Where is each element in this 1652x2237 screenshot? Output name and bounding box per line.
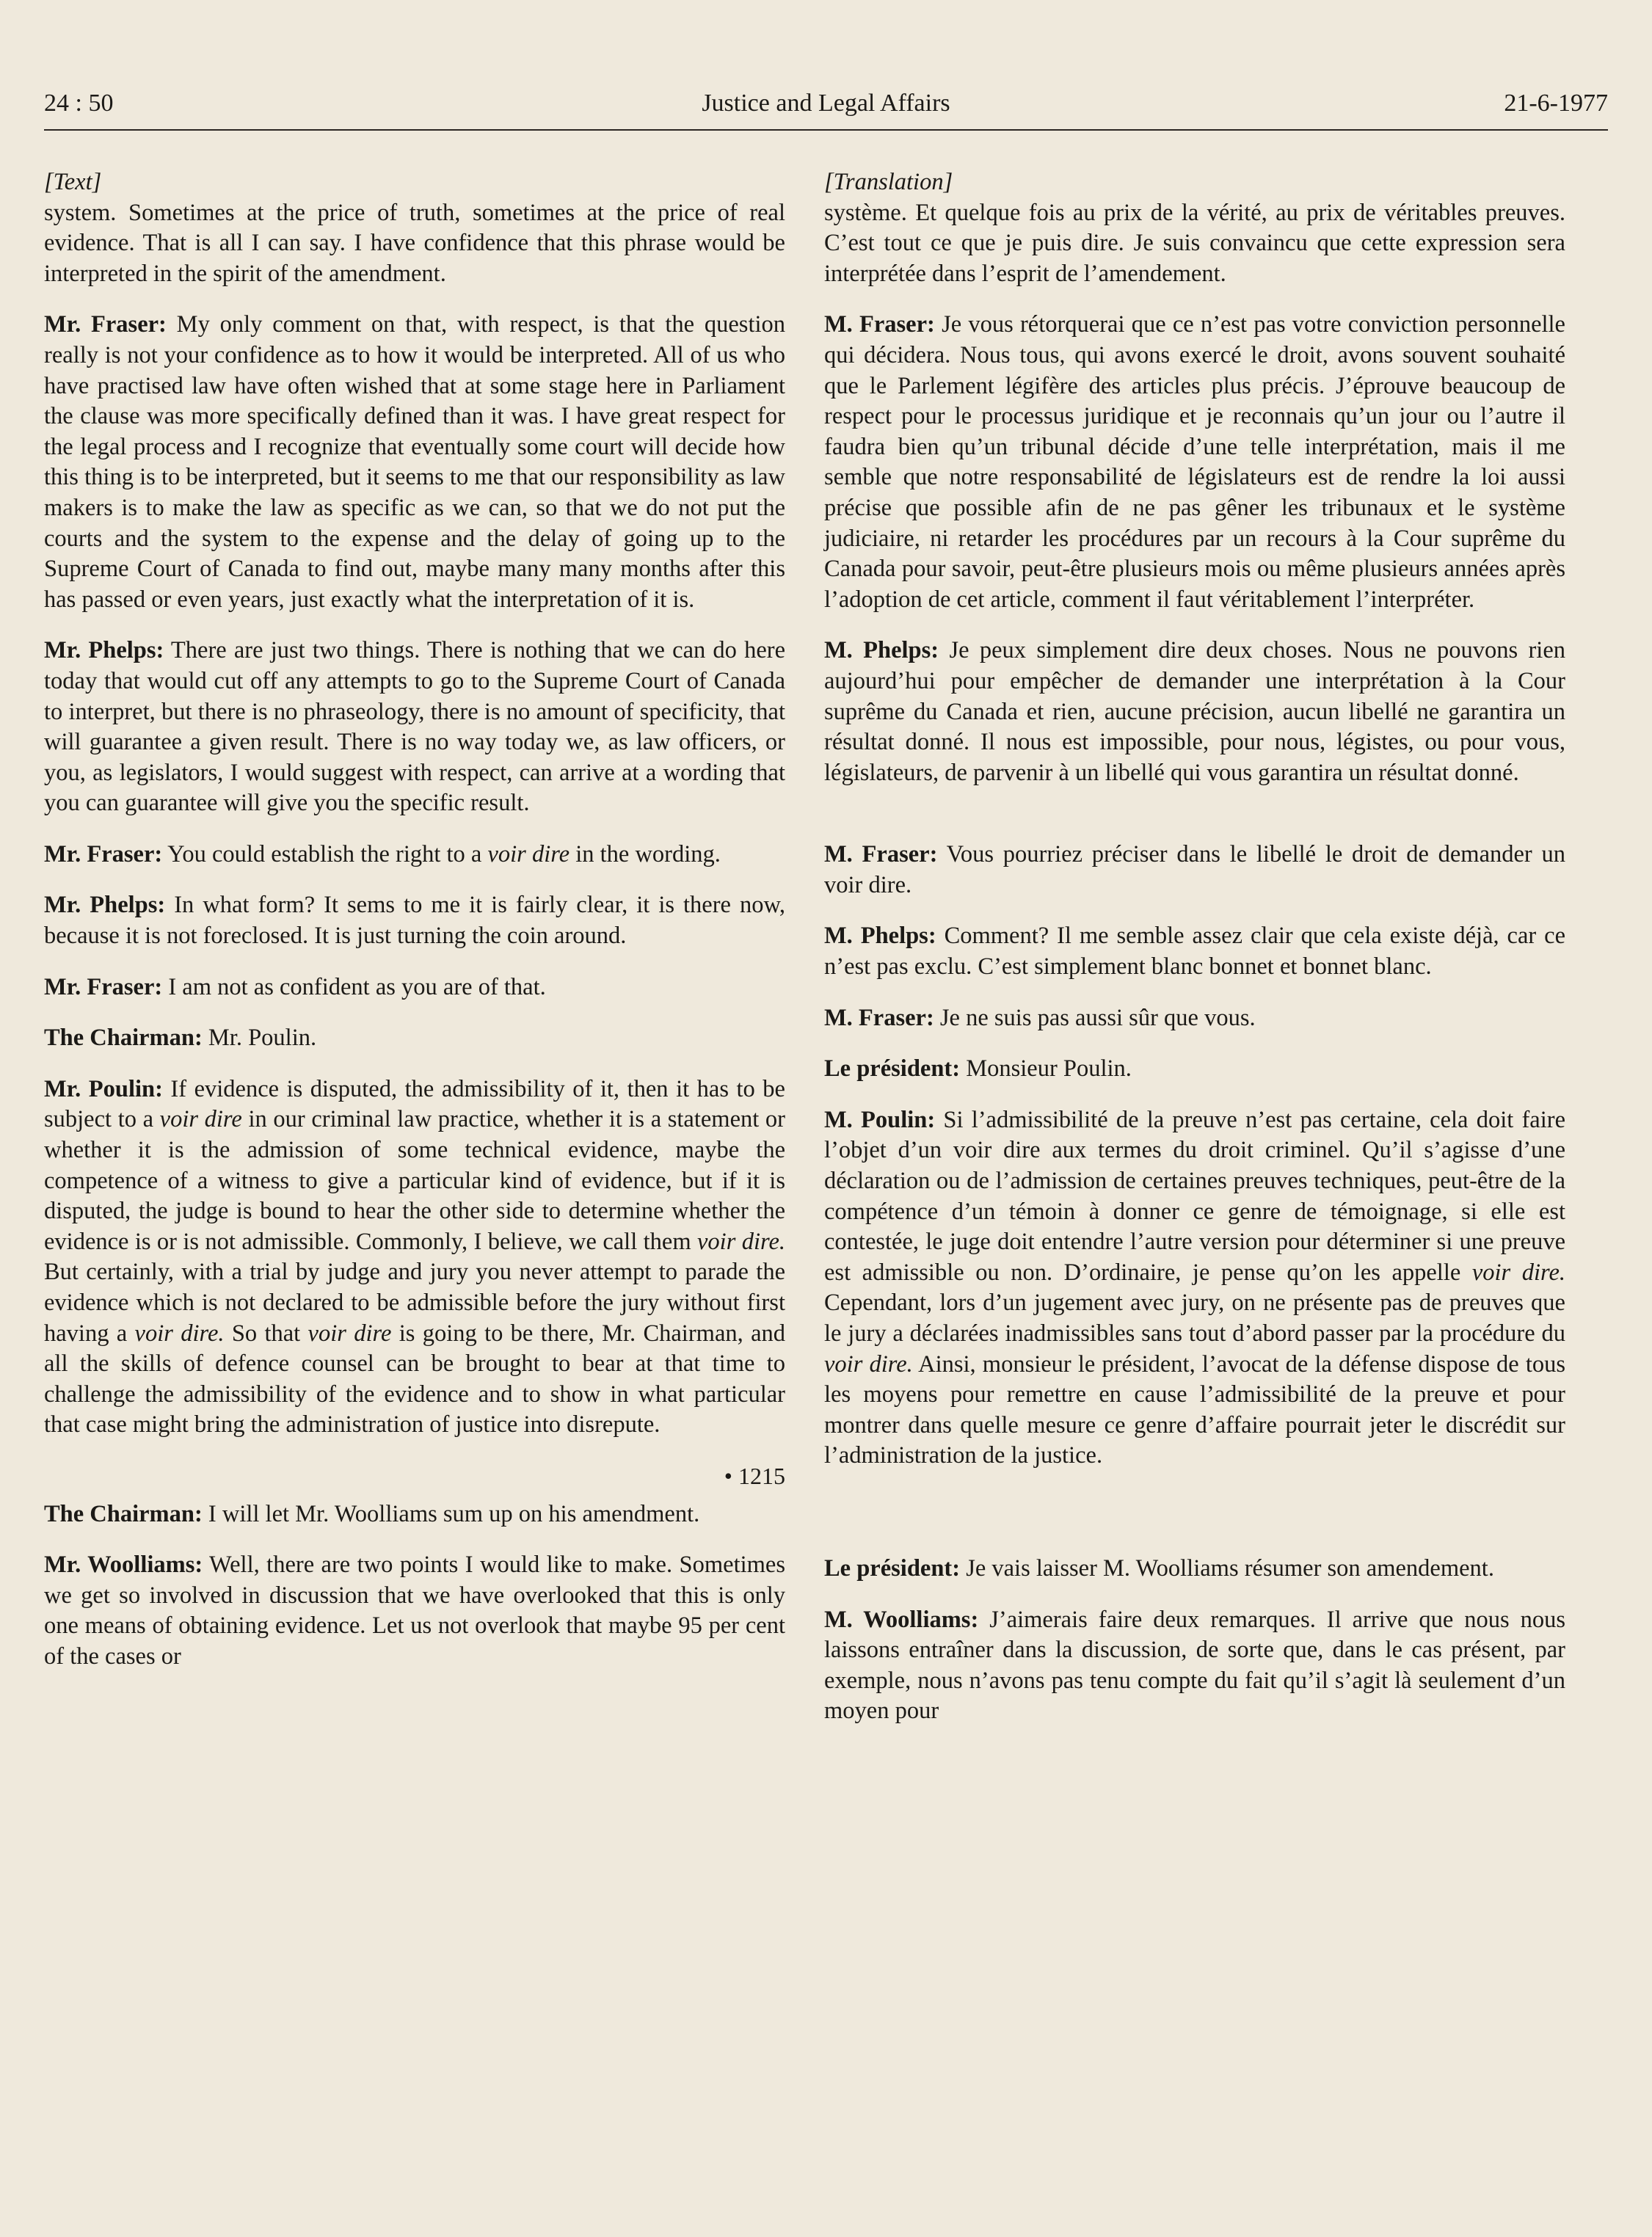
- speech: Mr. Phelps: There are just two things. There is nothing that we can do here today that would cut off any attempts to go to the Supreme Court of Canada to interpret, but there is no phraseology, there is no amount of specificity, that will guarantee a given result. There is no way today we, as law officers, or you, as legislators, I would suggest with respect, can arrive at a wording that you can guarantee will give you the specific result.: [44, 637, 785, 817]
- speech: Mr. Fraser: You could establish the right to a voir dire in the wording.: [44, 840, 721, 867]
- speaker: M. Fraser:: [824, 841, 938, 868]
- page-number: 24 : 50: [44, 90, 114, 117]
- speech: M. Fraser: Je ne suis pas aussi sûr que vous.: [824, 1004, 1256, 1031]
- translation-tag: [Translation]: [824, 169, 953, 195]
- french-column: [824, 167, 1565, 1747]
- spacer: [824, 1492, 1565, 1554]
- speaker: Mr. Poulin:: [44, 1075, 163, 1102]
- speaker: M. Fraser:: [824, 311, 935, 338]
- date: 21-6-1977: [1504, 90, 1608, 117]
- speaker: The Chairman:: [44, 1025, 203, 1052]
- speech: Mr. Woolliams: Well, there are two points I would like to make. Sometimes we get so involved in discussion that we have overlooked that this is only one means of obtaining evidence. Let us not overlook that maybe 95 per cent of the cases or: [44, 1552, 785, 1670]
- time-marker: • 1215: [724, 1462, 785, 1489]
- text-tag: [Text]: [44, 169, 102, 195]
- speaker: M. Fraser:: [824, 1004, 934, 1031]
- speech: M. Fraser: Je vous rétorquerai que ce n’est pas votre conviction personnelle qui décidera. Nous tous, qui avons exercé le droit, avons souvent souhaité que le Parlement légifère des articles plus précis. J’éprouve beaucoup de respect pour le processus juridique et je reconnais qu’un jour ou l’autre il faudra bien qu’un tribunal décide d’une telle interprétation, mais il me semble que notre responsabilité de législateurs est de rendre la loi aussi précise que possible afin de ne pas gêner les tribunaux et le système judiciaire, ni retarder les procédures par un recours à la Cour suprême du Canada pour savoir, peut-être plusieurs mois ou même plusieurs années après l’adoption de cet article, comment il faut véritablement l’interpréter.: [824, 311, 1565, 613]
- running-title: Justice and Legal Affairs: [702, 90, 950, 117]
- speech: M. Poulin: Si l’admissibilité de la preuve n’est pas certaine, cela doit faire l’objet d’un voir dire aux termes du droit criminel. Qu’il s’agisse d’une déclaration ou de l’admission de certaines preuves techniques, peut-être de la compétence d’un témoin à donner ce genre de témoignage, si elle est contestée, le juge doit entendre l’autre version pour déterminer si une preuve est admissible ou non. D’ordinaire, je pense qu’on les appelle voir dire. Cependant, lors d’un jugement avec jury, on ne présente pas de preuves que le jury a déclarées inadmissibles sans tout d’abord passer par la procédure du voir dire. Ainsi, monsieur le président, l’avocat de la défense dispose de tous les moyens pour remettre en cause l’admissibilité de la preuve et pour montrer dans quelle mesure ce genre d’affaire pourrait jeter le discrédit sur l’administration de la justice.: [824, 1106, 1566, 1469]
- speaker: M. Phelps:: [824, 637, 939, 664]
- speech: M. Woolliams: J’aimerais faire deux remarques. Il arrive que nous nous laissons entraîner dans la discussion, de sorte que, dans le cas présent, par exemple, nous n’avons pas tenu compte du fait qu’il s’agit là seulement d’un moyen pour: [824, 1606, 1565, 1725]
- speech: M. Phelps: Je peux simplement dire deux choses. Nous ne pouvons rien aujourd’hui pour empêcher de demander une interprétation à la Cour suprême du Canada et rien, aucune précision, aucun libellé ne garantira un résultat donné. Il nous est impossible, pour nous, légistes, ou pour vous, législateurs, de parvenir à un libellé qui vous garantira un résultat donné.: [824, 637, 1565, 786]
- speech: Le président: Monsieur Poulin.: [824, 1055, 1132, 1083]
- speaker: M. Poulin:: [824, 1106, 936, 1133]
- speaker: The Chairman:: [44, 1500, 203, 1527]
- speaker: Mr. Fraser:: [44, 311, 167, 338]
- speech: M. Phelps: Comment? Il me semble assez clair que cela existe déjà, car ce n’est pas exclu. C’est simplement blanc bonnet et bonnet blanc.: [824, 923, 1565, 981]
- speech: The Chairman: I will let Mr. Woolliams sum up on his amendment.: [44, 1500, 700, 1527]
- speaker: Mr. Phelps:: [44, 637, 164, 664]
- speaker: Mr. Phelps:: [44, 892, 166, 919]
- page-header: [44, 87, 1608, 131]
- speaker: M. Woolliams:: [824, 1606, 979, 1633]
- english-column: [44, 167, 785, 1693]
- speech: Le président: Je vais laisser M. Woolliams résumer son amendement.: [824, 1554, 1494, 1582]
- speech: Mr. Fraser: My only comment on that, with respect, is that the question really is not your confidence as to how it would be interpreted. All of us who have practised law have often wished that at some stage here in Parliament the clause was more specifically defined than it was. I have great respect for the legal process and I recognize that eventually some court will decide how this thing is to be interpreted, but it seems to me that our responsibility as law makers is to make the law as specific as we can, so that we do not put the courts and the system to the expense and the delay of going up to the Supreme Court of Canada to find out, maybe many many months after this has passed or even years, just exactly what the interpretation of it is.: [44, 311, 786, 613]
- speaker: Mr. Fraser:: [44, 973, 163, 1000]
- speaker: Le président:: [824, 1554, 961, 1582]
- speaker: Mr. Fraser:: [44, 840, 163, 867]
- speech: M. Fraser: Vous pourriez préciser dans le libellé le droit de demander un voir dire.: [824, 841, 1565, 898]
- paragraph: système. Et quelque fois au prix de la vérité, au prix de véritables preuves. C’est tout ce que je puis dire. Je suis convaincu que cette expression sera interprétée dans l’esprit de l’amendement.: [824, 199, 1565, 287]
- speech: Mr. Poulin: If evidence is disputed, the admissibility of it, then it has to be subject to a voir dire in our criminal law practice, whether it is a statement or whether it is the admission of some technical evidence, maybe the competence of a witness to give a particular kind of evidence, but if it is disputed, the judge is bound to hear the other side to determine whether the evidence is or is not admissible. Commonly, I believe, we call them voir dire. But certainly, with a trial by judge and jury you never attempt to parade the evidence which is not declared to be admissible before the jury without first having a voir dire. So that voir dire is going to be there, Mr. Chairman, and all the skills of defence counsel can be brought to bear at that time to challenge the admissibility of the evidence and to show in what particular that case might bring the administration of justice into disrepute.: [44, 1075, 786, 1438]
- speaker: Le président:: [824, 1055, 961, 1083]
- speaker: M. Phelps:: [824, 923, 936, 950]
- paragraph: system. Sometimes at the price of truth, sometimes at the price of real evidence. That is all I can say. I have confidence that this phrase would be interpreted in the spirit of the amendment.: [44, 199, 785, 287]
- speaker: Mr. Woolliams:: [44, 1552, 203, 1579]
- speech: The Chairman: Mr. Poulin.: [44, 1025, 317, 1052]
- speech: Mr. Phelps: In what form? It sems to me it is fairly clear, it is there now, because it is not foreclosed. It is just turning the coin around.: [44, 892, 785, 950]
- speech: Mr. Fraser: I am not as confident as you are of that.: [44, 973, 546, 1000]
